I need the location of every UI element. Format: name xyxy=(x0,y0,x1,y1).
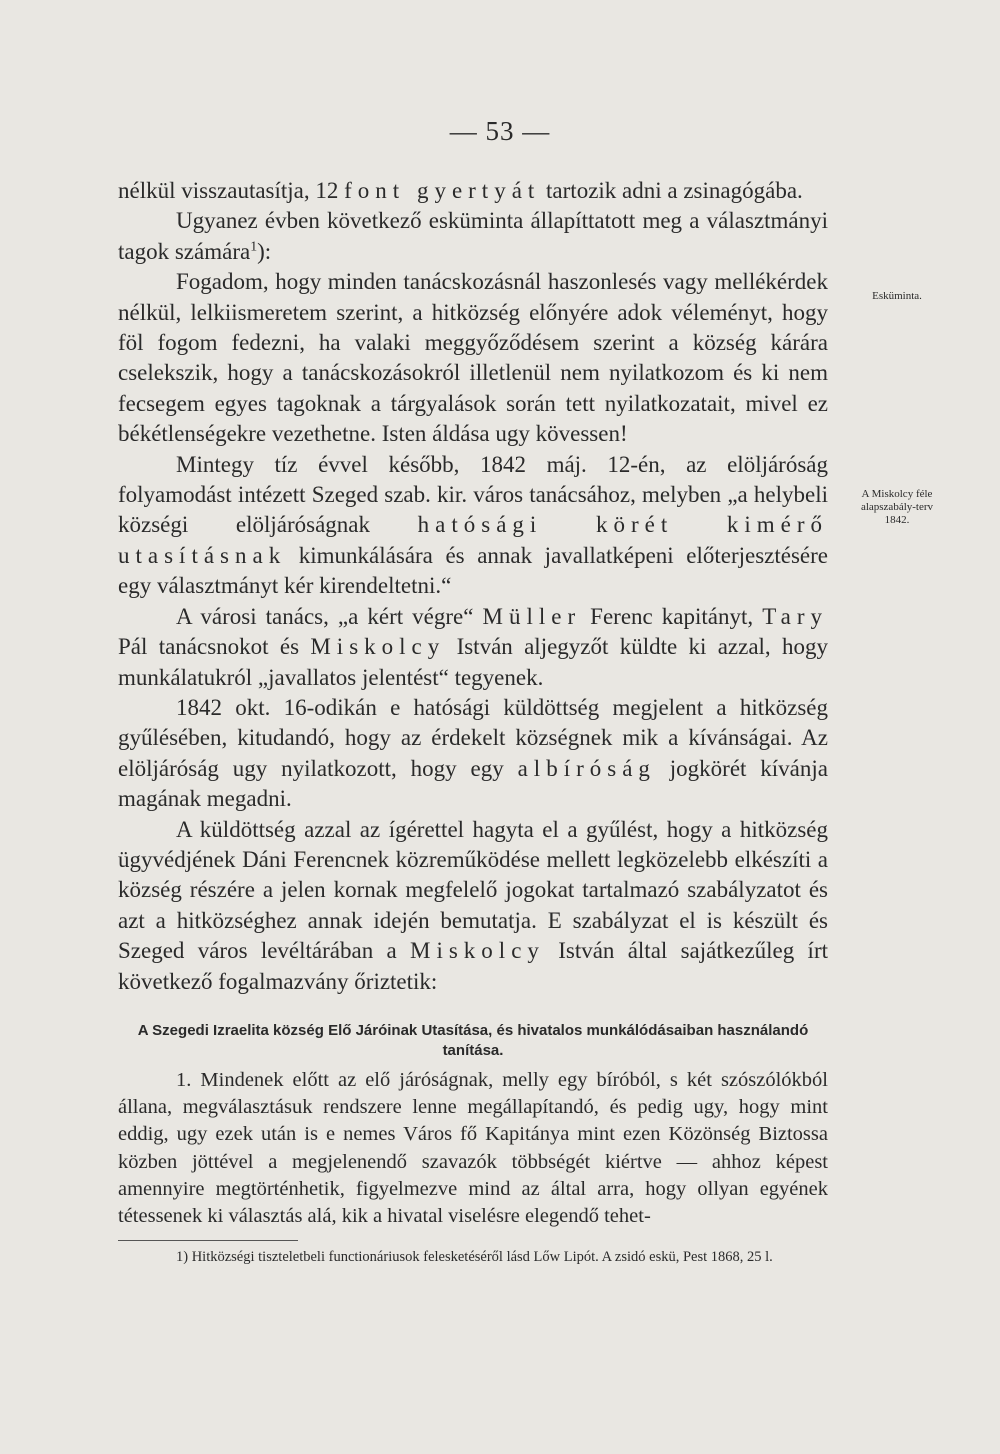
footnote xyxy=(118,1247,828,1267)
paragraph-4 xyxy=(118,450,828,602)
footnote-divider xyxy=(118,1240,298,1241)
text-run: tartozik adni a zsinagógába. xyxy=(540,178,803,203)
body-text xyxy=(118,176,828,997)
footnote-text: 1) Hitközségi tiszteletbeli functionáriusok felesketéséről lásd Lőw Lipót. A zsidó eskü, Pest 1868, 25 l. xyxy=(176,1249,773,1266)
spaced-emphasis: hatósági körét kimérő utasításnak xyxy=(118,512,828,568)
margin-note-alapszabaly xyxy=(842,488,952,527)
text-run: Pál tanácsnokot és xyxy=(118,634,311,660)
margin-note-text: Esküminta. xyxy=(872,290,922,302)
spaced-name: Müller xyxy=(482,603,582,629)
spaced-name: Miskolcy xyxy=(410,938,545,964)
text-run: Ferenc kapitányt, xyxy=(581,603,763,629)
paragraph-1 xyxy=(118,176,828,206)
paragraph-6 xyxy=(118,693,828,815)
text-run: Mintegy tíz évvel később, 1842 máj. 12-én, az elöljáróság folyamodást intézett Szeged szab. kir. város tanácsához, melyben „a helybeli községi elöljáróságnak xyxy=(118,451,828,538)
paragraph-2 xyxy=(118,206,828,267)
footnote-ref: 1 xyxy=(250,238,258,254)
margin-note-line: 1842. xyxy=(884,514,910,526)
page-number: — 53 — xyxy=(449,116,551,146)
spaced-emphasis: albíróság xyxy=(517,755,656,781)
quoted-document xyxy=(118,1067,828,1230)
text-run: A városi tanács, „a kért végre“ xyxy=(176,603,483,629)
paragraph-oath: Fogadom, hogy minden tanácskozásnál haszonlesés vagy mellékérdek nélkül, lelkiismeretem szerint, a hitközség előnyére adok véleményt, hogy föl fogom fedezni, ha valaki meggyőződésem szerint a község kárára cselekszik, hogy a tanácskozásokról illetlenül nem nyilatkozom és ki nem fecsegem egyes tagoknak a tárgyalások során tett nyilatkozatait, mivel ez békétlenségekre vezethetne. Isten áldása ugy kövessen! xyxy=(118,269,828,447)
spaced-name: Miskolcy xyxy=(310,634,446,660)
text-run: kimunkálására és annak javallatképeni előterjesztésére egy választmányt kér kirendeltetni.“ xyxy=(118,542,828,599)
text-run: Ugyanez évben következő esküminta állapíttatott meg a választmányi tagok számára xyxy=(118,208,828,264)
document-heading: A Szegedi Izraelita község Elő Járóinak Utasítása, és hivatalos munkálódásaiban használandó tanítása. xyxy=(137,1021,809,1059)
margin-note-line: A Miskolcy féle xyxy=(861,488,933,500)
page-body xyxy=(118,176,828,1267)
spaced-emphasis: font gyertyát xyxy=(344,178,541,203)
margin-note-eskuminta xyxy=(842,290,952,303)
text-run: nélkül visszautasítja, 12 xyxy=(118,178,345,203)
text-run: jogkörét kívánja magának megadni. xyxy=(118,755,828,812)
text-run: István által sajátkezűleg írt következő fogalmazvány őriztetik: xyxy=(118,938,828,994)
text-run: István aljegyzőt küldte ki azzal, hogy munkálatukról „javallatos jelentést“ tegyenek. xyxy=(118,634,829,690)
spaced-name: Tary xyxy=(762,603,828,629)
margin-note-line: alapszabály-terv xyxy=(860,501,934,513)
paragraph-5 xyxy=(118,602,828,693)
text-run: ): xyxy=(257,238,272,264)
paragraph-7 xyxy=(118,815,828,997)
text-run: 1842 okt. 16-odikán e hatósági küldöttség megjelent a hitközség gyűlésében, kitudandó, hogy az érdekelt községnek mik a kívánságai. Az elöljáróság ugy nyilatkozott, hogy egy xyxy=(118,694,828,781)
text-run: A küldöttség azzal az ígérettel hagyta el a gyűlést, hogy a hitközség ügyvédjének Dáni Ferencnek közreműködése mellett legközelebb elkészíti a község részére a jelen kornak megfelelő jogokat tartalmazó szabályzatot és azt a hitközséghez annak idején bemutatja. E szabályzat el is készült és Szeged város levéltárában a xyxy=(118,816,828,964)
quoted-paragraph-1: 1. Mindenek előtt az elő járóságnak, melly egy bíróból, s két szószólókból állana, megválasztásuk rendszere lenne megállapítandó, és pedig ugy, hogy mint eddig, ugy ezek után is e nemes Város fő Kapitánya mint ezen Közönség Biztossa közben jöttével a megjelenendő szavazók többségét kiértve — ahhoz képest amennyire megtörténhetik, figyelmezve mind az által arra, hogy ollyan egyének tétessenek ki választás alá, kik a hivatal viselésre elegendő tehet- xyxy=(118,1068,828,1227)
